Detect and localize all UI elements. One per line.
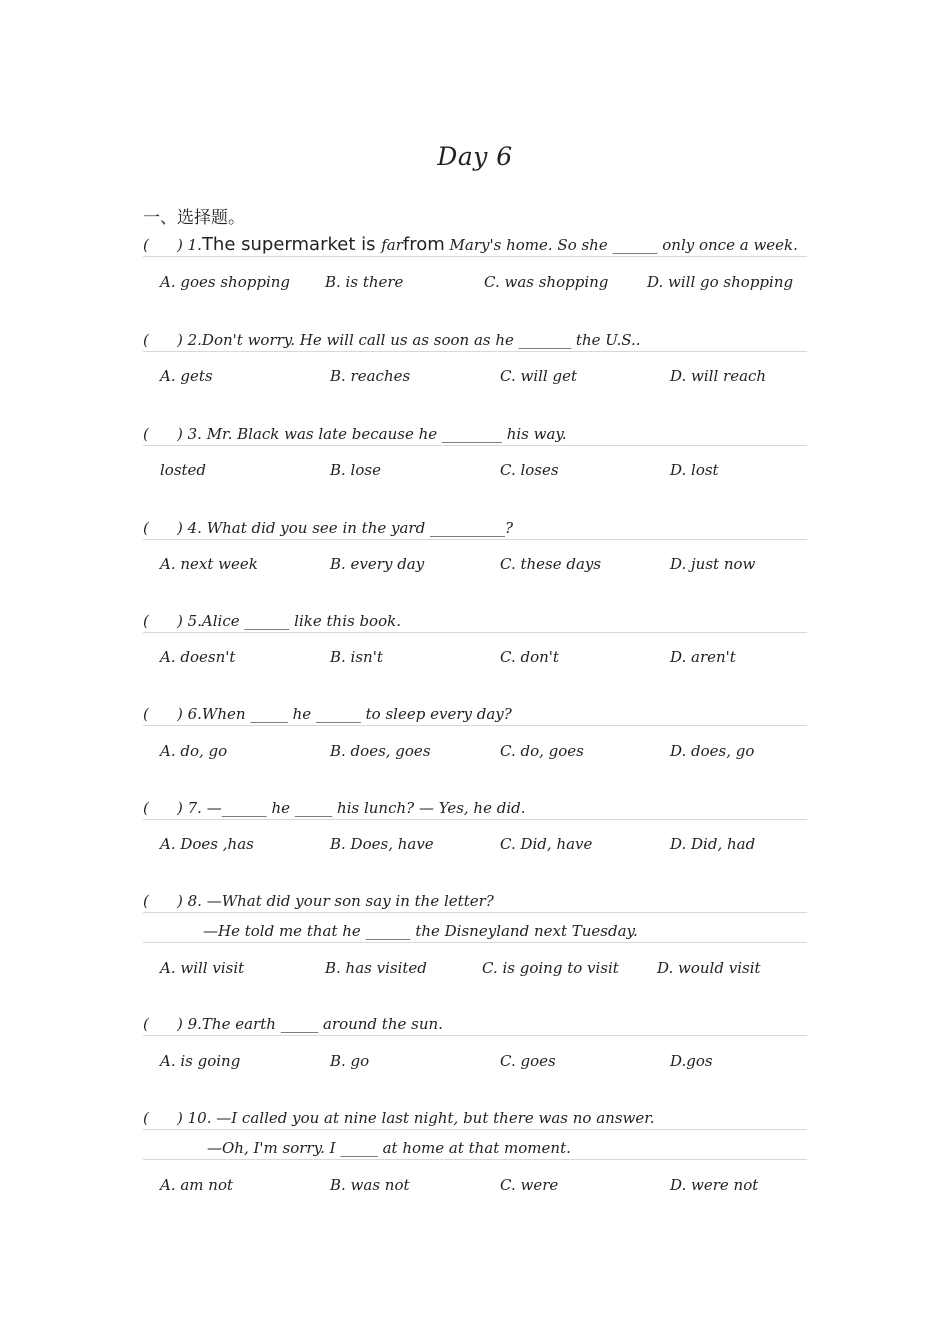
question-10: ( ) 10. —I called you at nine last night, but there was no answer. xyxy=(143,1107,807,1130)
option-b: B. every day xyxy=(330,555,425,573)
option-c: C. were xyxy=(500,1176,559,1194)
option-b: B. Does, have xyxy=(330,835,434,853)
option-d: D. would visit xyxy=(657,959,761,977)
option-d: D. aren't xyxy=(670,648,736,666)
section-heading: 一、选择题。 xyxy=(143,208,245,228)
option-b: B. lose xyxy=(330,461,381,479)
question-10-reply: —Oh, I'm sorry. I _____ at home at that moment. xyxy=(143,1137,807,1160)
question-8-reply: —He told me that he ______ the Disneyland next Tuesday. xyxy=(143,920,807,943)
option-a: A. is going xyxy=(160,1052,241,1070)
option-a: A. am not xyxy=(160,1176,234,1194)
option-b: B. has visited xyxy=(325,959,427,977)
option-d: D. just now xyxy=(670,555,756,573)
option-a: A. Does ,has xyxy=(160,835,254,853)
option-b: B. is there xyxy=(325,273,404,291)
question-4: ( ) 4. What did you see in the yard __________? xyxy=(143,517,807,540)
option-d: D. lost xyxy=(670,461,719,479)
option-c: C. these days xyxy=(500,555,602,573)
option-a: A. next week xyxy=(160,555,258,573)
option-a: A. do, go xyxy=(160,742,228,760)
option-a: A. goes shopping xyxy=(160,273,290,291)
option-b: B. isn't xyxy=(330,648,383,666)
option-d: D. Did, had xyxy=(670,835,756,853)
question-2: ( ) 2.Don't worry. He will call us as soon as he _______ the U.S.. xyxy=(143,329,807,352)
option-c: C. is going to visit xyxy=(482,959,619,977)
option-b: B. reaches xyxy=(330,367,411,385)
option-a: losted xyxy=(160,461,207,479)
option-c: C. do, goes xyxy=(500,742,584,760)
option-a: A. will visit xyxy=(160,959,245,977)
option-d: D. will go shopping xyxy=(647,273,794,291)
option-c: C. goes xyxy=(500,1052,556,1070)
option-b: B. was not xyxy=(330,1176,410,1194)
option-c: C. will get xyxy=(500,367,577,385)
answer-blank: ( xyxy=(143,236,149,254)
option-b: B. does, goes xyxy=(330,742,431,760)
question-7: ( ) 7. —______ he _____ his lunch? — Yes, he did. xyxy=(143,797,807,820)
page-title: Day 6 xyxy=(437,142,513,171)
option-b: B. go xyxy=(330,1052,370,1070)
question-8: ( ) 8. —What did your son say in the letter? xyxy=(143,890,807,913)
question-6: ( ) 6.When _____ he ______ to sleep every day? xyxy=(143,703,807,726)
option-c: C. Did, have xyxy=(500,835,593,853)
question-1: () 1.The supermarket is farfrom Mary's home. So she ______ only once a week. xyxy=(143,234,807,257)
option-d: D. will reach xyxy=(670,367,767,385)
option-c: C. don't xyxy=(500,648,559,666)
option-d: D. does, go xyxy=(670,742,755,760)
question-3: ( ) 3. Mr. Black was late because he ________ his way. xyxy=(143,423,807,446)
question-5: ( ) 5.Alice ______ like this book. xyxy=(143,610,807,633)
option-c: C. loses xyxy=(500,461,559,479)
option-a: A. gets xyxy=(160,367,213,385)
option-a: A. doesn't xyxy=(160,648,236,666)
option-d: D.gos xyxy=(670,1052,713,1070)
option-d: D. were not xyxy=(670,1176,759,1194)
option-c: C. was shopping xyxy=(484,273,609,291)
question-9: ( ) 9.The earth _____ around the sun. xyxy=(143,1013,807,1036)
